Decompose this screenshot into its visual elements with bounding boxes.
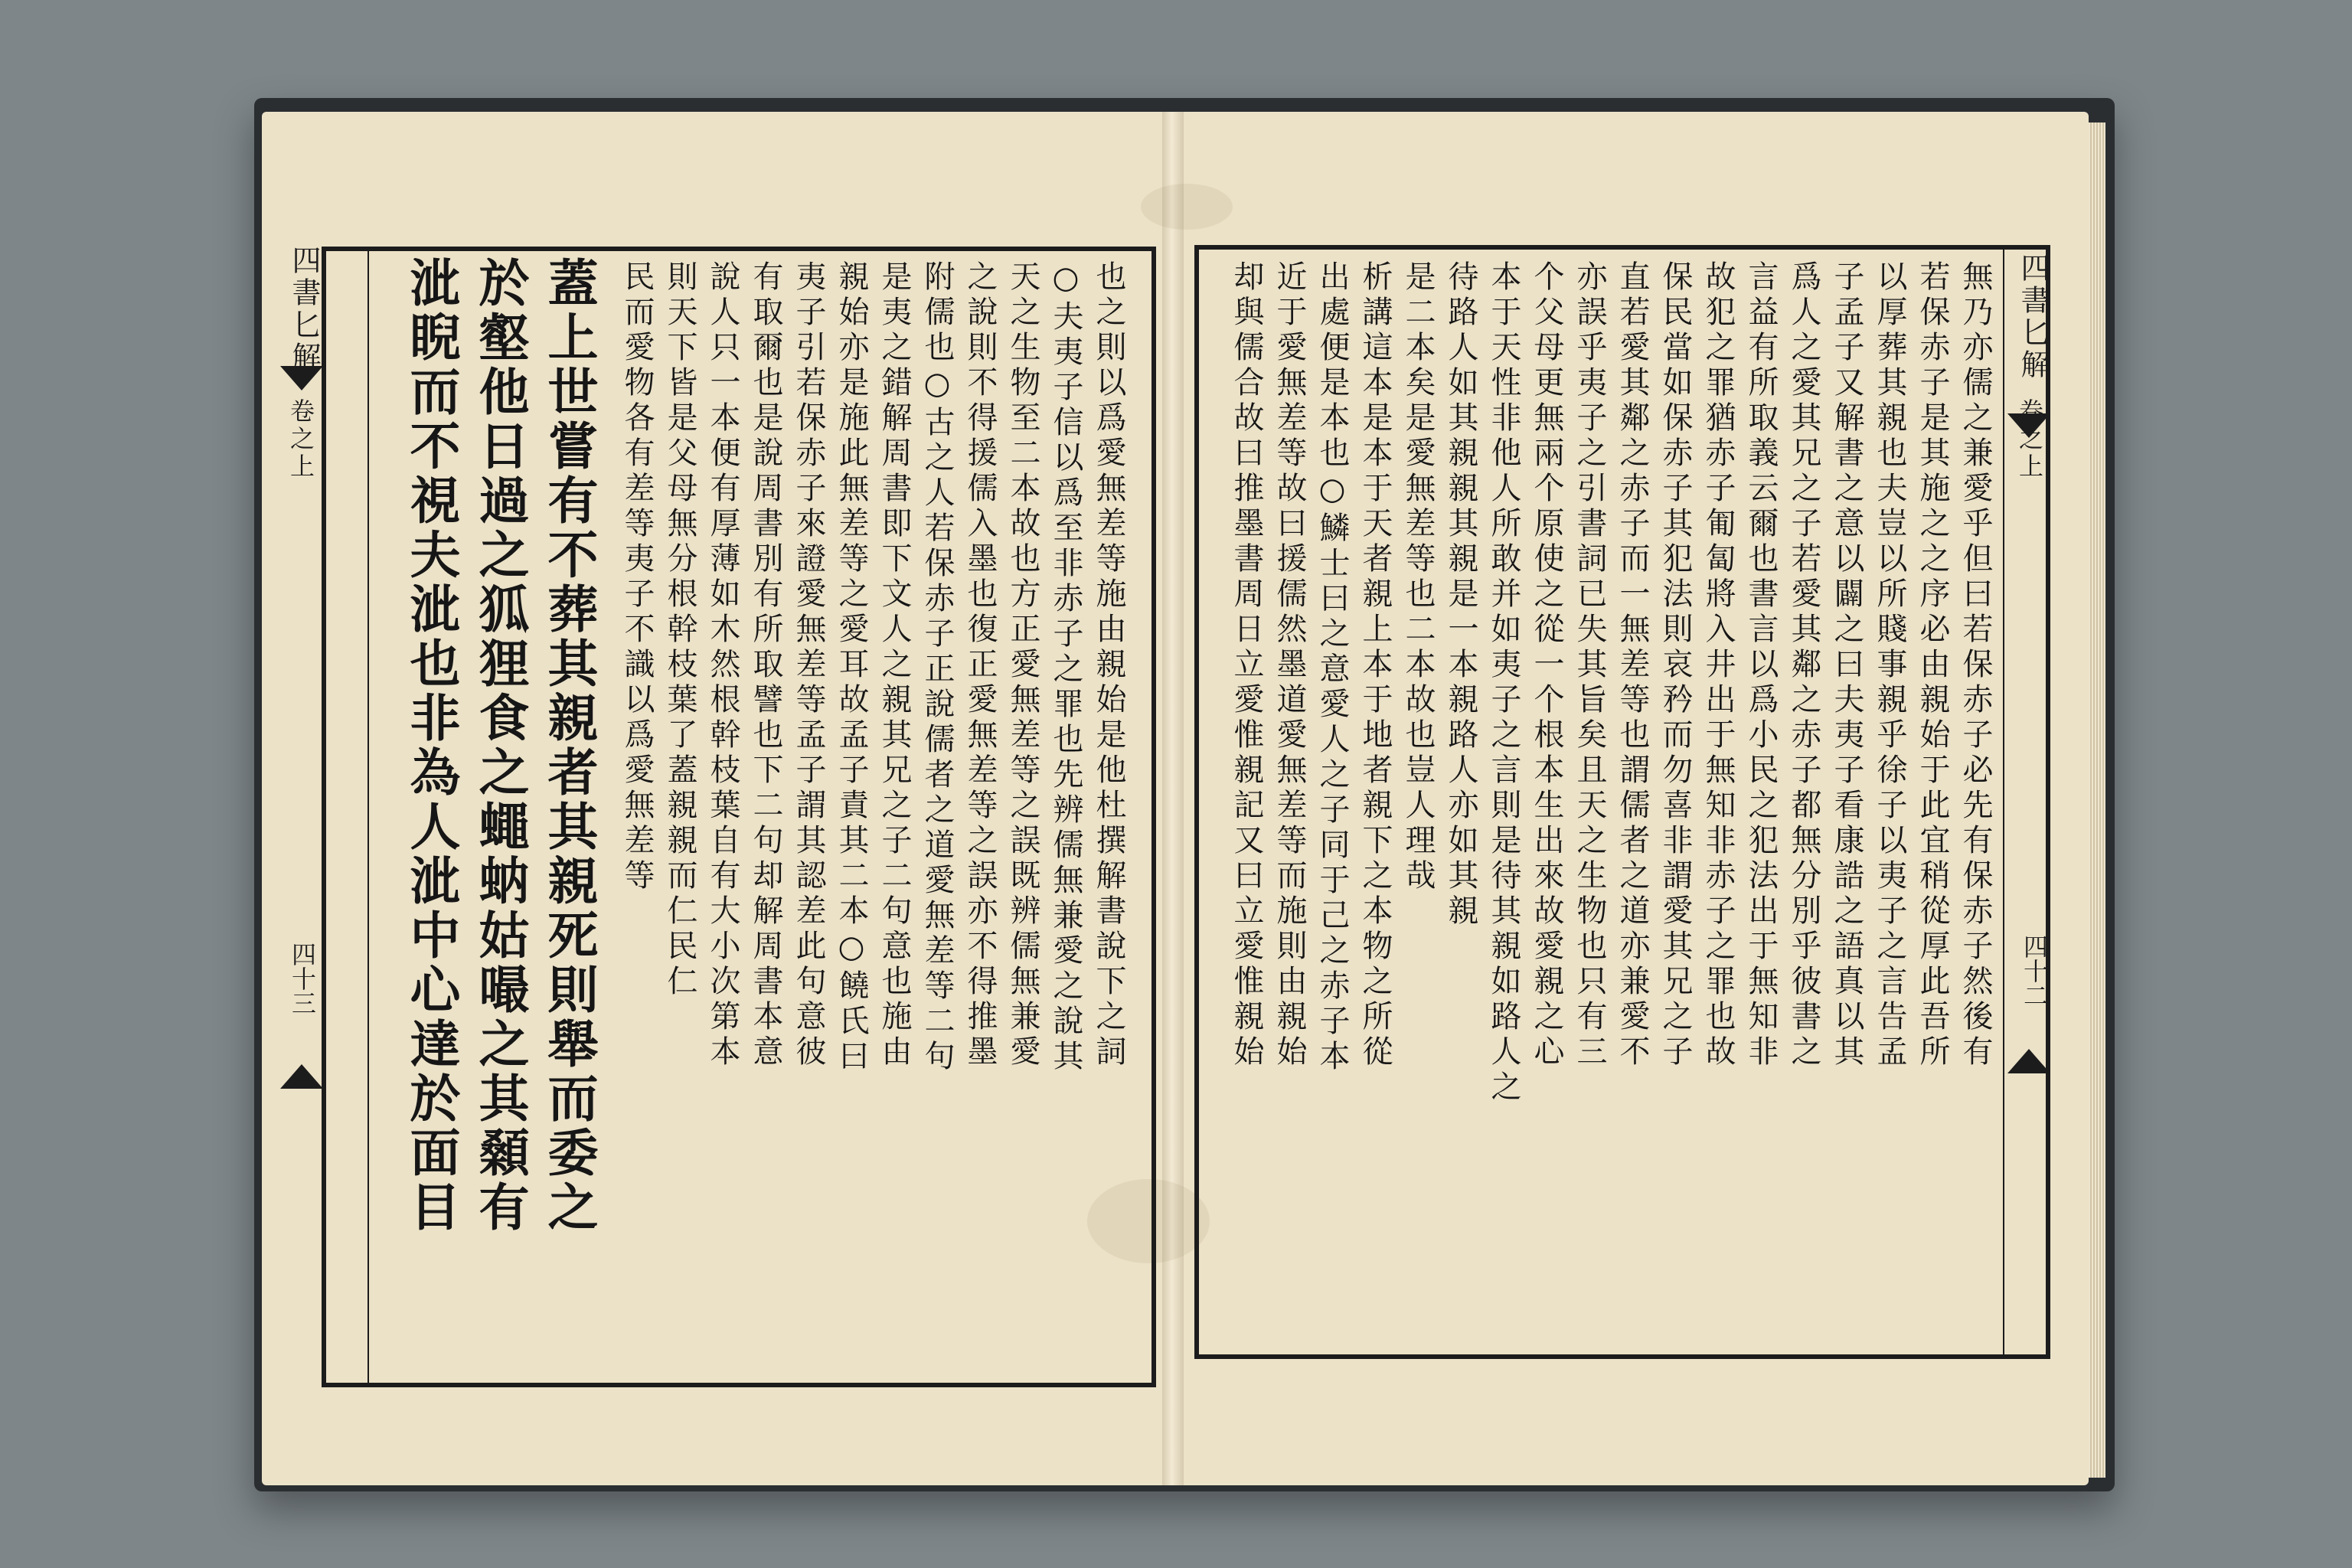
left-small-column-5: 附儒也○古之人若保赤子正說儒者之道愛無差等二句 (920, 260, 955, 1075)
left-small-column-6: 是夷之錯解周書即下文人之親其兄之子二句意也施由 (877, 260, 912, 1070)
left-small-column-3: 天之生物至二本故也方正愛無差等之誤既辨儒無兼愛 (1005, 260, 1040, 1070)
book-gutter (1162, 112, 1184, 1485)
left-fishtail-mark-lower (280, 1064, 323, 1089)
right-small-column-18: 却與儒合故曰推墨書周日立愛惟親記又曰立愛惟親始 (1229, 260, 1264, 1070)
binding-thread-mark (1141, 184, 1233, 230)
right-small-column-6: 言益有所取義云爾也書言以爲小民之犯法出于無知非 (1743, 260, 1779, 1070)
right-small-column-16: 出處便是本也○鱗士曰之意愛人之子同于己之赤子本 (1315, 260, 1350, 1075)
right-small-column-9: 直若愛其鄰之赤子而一無差等也謂儒者之道亦兼愛不 (1615, 260, 1650, 1070)
left-volume-label: 卷之上 (286, 398, 315, 481)
right-small-column-5: 爲人之愛其兄之子若愛其鄰之赤子都無分別乎彼書之 (1786, 260, 1821, 1070)
left-margin-title: 四書匕解 (287, 245, 321, 374)
right-small-column-3: 以厚葬其親也夫豈以所賤事親乎徐子以夷子之言告孟 (1872, 260, 1907, 1070)
left-small-column-12: 民而愛物各有差等夷子不識以爲愛無差等 (619, 260, 655, 894)
right-small-column-12: 本于天性非他人所敢并如夷子之言則是待其親如路人之 (1486, 260, 1521, 1106)
left-folio: 四十三 (288, 942, 317, 1015)
left-small-column-8: 夷子引若保赤子來證愛無差等孟子謂其認差此句意彼 (791, 260, 826, 1070)
right-small-column-4: 子孟子又解書之意以闢之曰夫夷子看康誥之語真以其 (1829, 260, 1864, 1070)
right-volume-label: 卷之上 (2015, 398, 2044, 481)
left-small-column-1: 也之則以爲愛無差等施由親始是他杜撰解書說下之詞 (1091, 260, 1126, 1070)
left-small-column-7: 親始亦是施此無差等之愛耳故孟子責其二本○饒氏曰 (834, 260, 869, 1075)
large-text-column-2: 於壑他日過之狐狸食之蠅蚋姑嘬之其顙有 (470, 256, 530, 1235)
right-small-column-11: 个父母更無兩个原使之從一个根本生出來故愛親之心 (1529, 260, 1564, 1070)
right-small-column-10: 亦誤乎夷子之引書詞已失其旨矣且天之生物也只有三 (1572, 260, 1607, 1070)
right-fishtail-mark-lower (2007, 1049, 2050, 1073)
right-small-column-2: 若保赤子是其施之之序必由親始于此宜稍從厚此吾所 (1915, 260, 1950, 1070)
left-small-column-10: 說人只一本便有厚薄如木然根幹枝葉自有大小次第本 (705, 260, 740, 1070)
left-small-column-2: ○夫夷子信以爲至非赤子之罪也先辨儒無兼愛之說其 (1048, 260, 1083, 1075)
large-text-column-1: 蓋上世嘗有不葬其親者其親死則舉而委之 (539, 256, 599, 1235)
right-small-column-8: 保民當如保赤子其犯法則哀矜而勿喜非謂愛其兄之子 (1658, 260, 1693, 1070)
page-edges (2089, 122, 2105, 1478)
left-fishtail-mark (280, 366, 323, 390)
right-small-column-15: 析講這本是本于天者親上本于地者親下之本物之所從 (1357, 260, 1393, 1070)
left-small-column-9: 有取爾也是說周書別有所取譬也下二句却解周書本意 (748, 260, 783, 1070)
large-text-column-3: 泚睨而不視夫泚也非為人泚中心達於面目 (401, 256, 461, 1235)
left-small-column-4: 之說則不得援儒入墨也復正愛無差等之誤亦不得推墨 (962, 260, 998, 1070)
right-small-column-13: 待路人如其親親其親是一本親路人亦如其親 (1443, 260, 1478, 929)
right-small-column-17: 近于愛無差等故曰援儒然墨道愛無差等而施則由親始 (1272, 260, 1307, 1070)
right-fishtail-mark (2007, 413, 2050, 438)
left-small-column-11: 則天下皆是父母無分根幹枝葉了蓋親親而仁民仁 (662, 260, 697, 1000)
frame-margin-rule (2003, 250, 2004, 1354)
right-folio: 四十二 (2020, 934, 2049, 1008)
right-margin-title: 四書匕解 (2016, 253, 2050, 381)
right-small-column-14: 是二本矣是愛無差等也二本故也豈人理哉 (1400, 260, 1436, 894)
right-small-column-7: 故犯之罪猶赤子匍匐將入井出于無知非赤子之罪也故 (1700, 260, 1736, 1070)
frame-margin-rule (368, 251, 369, 1383)
right-small-column-1: 無乃亦儒之兼愛乎但曰若保赤子必先有保赤子然後有 (1958, 260, 1993, 1070)
